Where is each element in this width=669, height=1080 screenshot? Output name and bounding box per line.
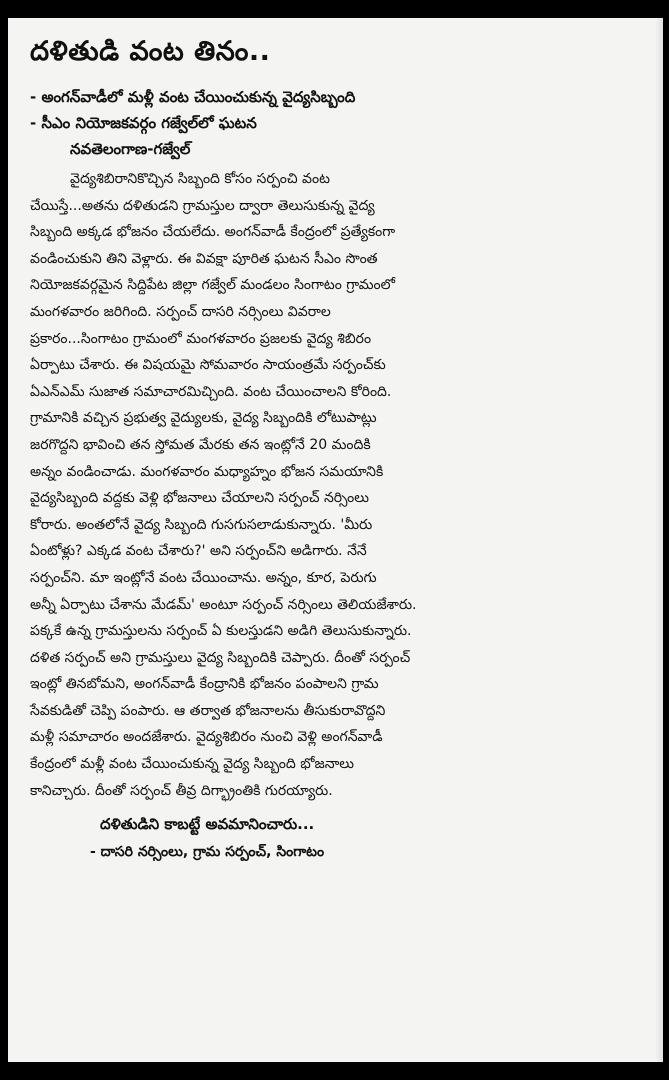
body-line: సర్పంచ్‌ని. మా ఇంట్లోనే వంట చేయించాను. అన్నం, కూర, పెరుగు: [30, 569, 377, 586]
body-line: వైద్యసిబ్బంది వద్దకు వెళ్లి భోజనాలు చేయాలని సర్పంచ్ నర్సింలు: [30, 490, 370, 507]
body-line: జరగొద్దని భావించి తన స్తోమత మేరకు తన ఇంట్లోనే 20 మందికి: [30, 436, 371, 453]
quote-attribution: - దాసరి నర్సింలు, గ్రామ సర్పంచ్, సింగాటం: [90, 844, 325, 861]
newspaper-clipping: [8, 18, 663, 1062]
body-line: దళిత సర్పంచ్ అని గ్రామస్తులు వైద్య సిబ్బందికి చెప్పారు. దీంతో సర్పంచ్: [30, 649, 411, 666]
body-line: అన్నీ ఏర్పాటు చేశాను మేడమ్' అంటూ సర్పంచ్ నర్సింలు తెలియజేశారు.: [30, 596, 417, 613]
body-line: సిబ్బంది అక్కడ భోజనం చేయలేదు. అంగన్‌వాడీ కేంద్రంలో ప్రత్యేకంగా: [30, 224, 396, 241]
body-line: ఏర్పాటు చేశారు. ఈ విషయమై సోమవారం సాయంత్రమే సర్పంచ్‌కు: [30, 357, 386, 374]
dateline: నవతెలంగాణ-గజ్వేల్: [70, 140, 191, 158]
body-line: కోరారు. అంతలోనే వైద్య సిబ్బంది గుసగుసలాడుకున్నారు. 'మీరు: [30, 516, 373, 533]
body-line: మళ్లీ సమాచారం అందజేశారు. వైద్యశిబిరం నుంచి వెళ్లి అంగన్‌వాడీ: [30, 729, 383, 746]
body-line: ఏఎన్ఎమ్ సుజాత సమాచారమిచ్చింది. వంట చేయించాలని కోరింది.: [30, 383, 392, 400]
quote-title: దళితుడిని కాబట్టే అవమానించారు...: [100, 815, 315, 834]
subhead: - అంగన్‌వాడీలో మళ్లీ వంట చేయించుకున్న వైద్యసిబ్బంది: [30, 88, 356, 106]
body-line: మంగళవారం జరిగింది. సర్పంచ్ దాసరి నర్సింలు వివరాల: [30, 303, 331, 320]
top-black-bar: [0, 0, 669, 18]
body-line: ఇంట్లో తినబోమని, అంగన్‌వాడీ కేంద్రానికి భోజనం పంపాలని గ్రామ: [30, 676, 379, 693]
body-line: గ్రామానికి వచ్చిన ప్రభుత్వ వైద్యులకు, వైద్య సిబ్బందికి లోటుపాట్లు: [30, 410, 377, 427]
headline: దళితుడి వంట తినం..: [30, 36, 271, 67]
body-line: వండించుకుని తిని వెళ్లారు. ఈ వివక్షా పూరిత ఘటన సీఎం సొంత: [30, 250, 378, 267]
body-line: నియోజకవర్గమైన సిద్దిపేట జిల్లా గజ్వేల్ మండలం సింగాటం గ్రామంలో: [30, 277, 396, 294]
body-line: పక్కకే ఉన్న గ్రామస్తులను సర్పంచ్ ఏ కులస్తుడని అడిగి తెలుసుకున్నారు.: [30, 623, 412, 640]
subhead: - సీఎం నియోజకవర్గం గజ్వేల్‌లో ఘటన: [30, 114, 257, 132]
body-line: కేంద్రంలో మళ్లీ వంట చేయించుకున్న వైద్య సిబ్బంది భోజనాలు: [30, 756, 355, 773]
body-line: వైద్యశిబిరానికొచ్చిన సిబ్బంది కోసం సర్పంచి వంట: [70, 171, 330, 187]
article-body: [30, 166, 641, 804]
body-line: ప్రకారం...సింగాటం గ్రామంలో మంగళవారం ప్రజలకు వైద్య శిబిరం: [30, 330, 372, 347]
bottom-black-bar: [0, 1062, 669, 1080]
body-line: అన్నం వండించాడు. మంగళవారం మధ్యాహ్నం భోజన సమయానికి: [30, 463, 384, 480]
body-line: కానిచ్చారు. దీంతో సర్పంచ్ తీవ్ర దిగ్భ్రాంతికి గురయ్యారు.: [30, 782, 333, 799]
body-line: చేయిస్తే...అతను దళితుడని గ్రామస్తుల ద్వారా తెలుసుకున్న వైద్య: [30, 197, 375, 214]
body-line: సేవకుడితో చెప్పి పంపారు. ఆ తర్వాత భోజనాలను తీసుకురావొద్దని: [30, 702, 386, 719]
body-line: ఏంటోళ్లు? ఎక్కడ వంట చేశారు?' అని సర్పంచ్‌ని అడిగారు. నేనే: [30, 543, 367, 560]
